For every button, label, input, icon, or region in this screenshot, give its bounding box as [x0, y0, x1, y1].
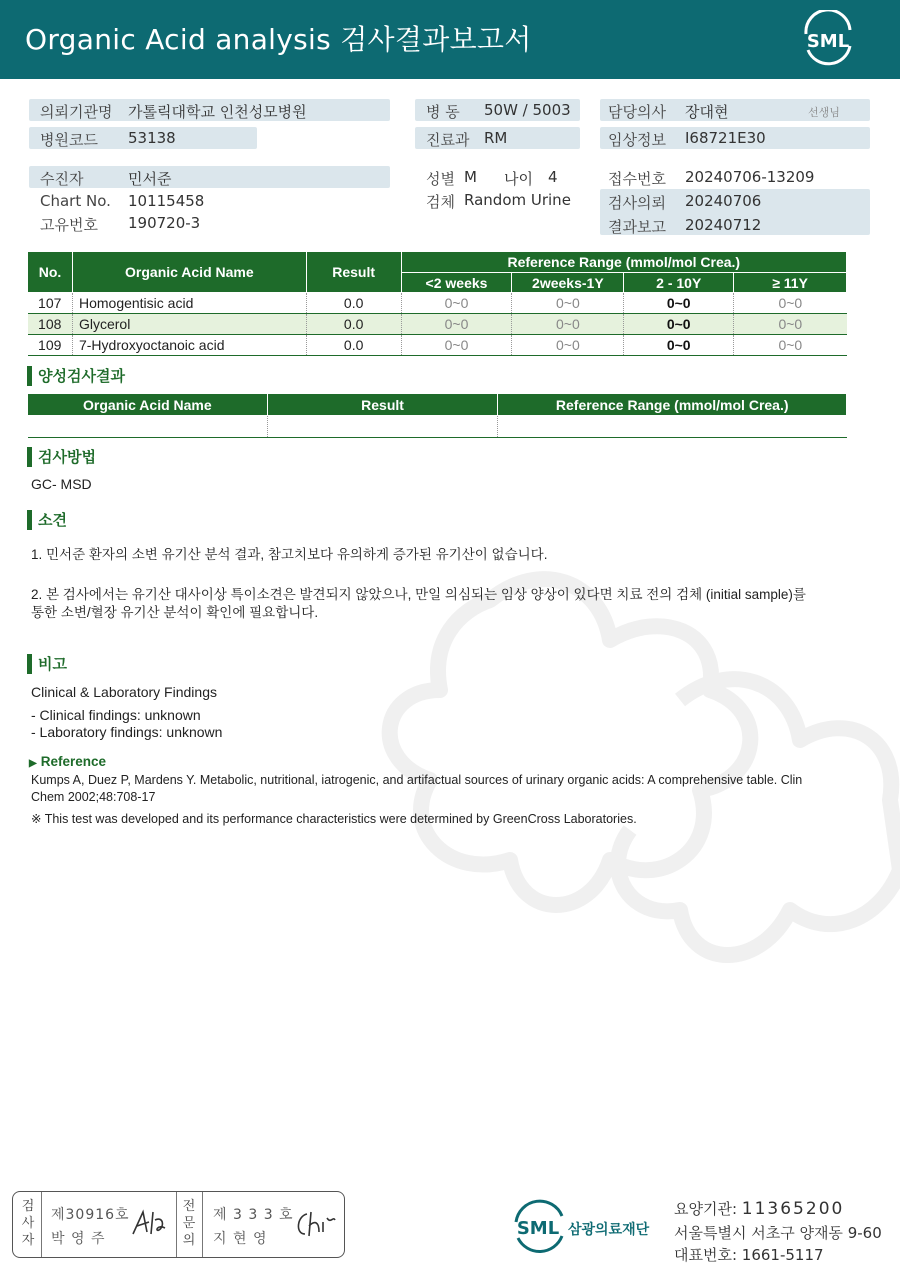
col-header-result: Result — [306, 252, 401, 293]
col-header-range-3: 2 - 10Y — [624, 273, 734, 293]
finding-line-2a: 2. 본 검사에서는 유기산 대사이상 특이소견은 발견되지 않았으나, 만일 의심되는 임상 양상이 있다면 치료 전의 검체 (initial sample)를 — [31, 587, 806, 602]
examiner-license: 제30916호 — [51, 1207, 130, 1223]
age-label: 나이 — [504, 170, 533, 188]
table-row — [28, 416, 847, 438]
positive-cell-name — [28, 416, 268, 438]
chart-label: Chart No. — [40, 192, 111, 210]
examiner-signature-icon — [129, 1206, 169, 1240]
specialist-label: 전문의 — [182, 1199, 196, 1248]
phone-value: 1661-5117 — [741, 1246, 824, 1264]
table-row — [28, 293, 847, 314]
row-no: 109 — [28, 335, 73, 356]
table-row — [28, 314, 847, 335]
sml-logo-icon — [796, 10, 860, 68]
clinical-findings: - Clinical findings: unknown — [31, 707, 201, 723]
row-range-3: 0~0 — [624, 293, 734, 314]
receipt-label: 접수번호 — [608, 170, 666, 188]
signature-box — [12, 1191, 345, 1258]
footer-org-name: 삼광의료재단 — [568, 1222, 650, 1238]
specialist-license: 제 3 3 3 호 — [213, 1207, 294, 1223]
row-range-2: 0~0 — [512, 335, 624, 356]
clinical-value: I68721E30 — [685, 129, 766, 147]
row-range-4: 0~0 — [734, 293, 847, 314]
reference-heading — [29, 754, 106, 769]
patient-value: 민서준 — [128, 170, 172, 188]
finding-line-1: 1. 민서준 환자의 소변 유기산 분석 결과, 참고치보다 유의하게 증가된 유기산이 없습니다. — [31, 547, 548, 562]
logo-text: SML — [806, 31, 850, 52]
disclaimer: ※ This test was developed and its performance characteristics were determined by GreenCross Laboratories. — [31, 812, 637, 826]
specimen-value: Random Urine — [464, 191, 571, 209]
specimen-label: 검체 — [426, 193, 455, 211]
method-value: GC- MSD — [31, 476, 92, 492]
footer-care-number — [674, 1198, 844, 1219]
doctor-value: 장대현 — [685, 103, 729, 121]
finding-line-2b: 통한 소변/혈장 유기산 분석이 확인에 필요합니다. — [31, 605, 319, 620]
row-no: 108 — [28, 314, 73, 335]
specialist-name: 지 현 영 — [213, 1231, 268, 1247]
positive-header-name: Organic Acid Name — [28, 394, 268, 416]
dept-label: 진료과 — [426, 131, 470, 149]
phone-label: 대표번호: — [674, 1246, 738, 1264]
row-range-3: 0~0 — [624, 335, 734, 356]
clinical-label: 임상정보 — [608, 131, 666, 149]
examiner-label: 검사자 — [21, 1199, 35, 1248]
reference-text: Kumps A, Duez P, Mardens Y. Metabolic, nutritional, iatrogenic, and artifactual sources of urinary organic acids: A comprehensive table. Clin Chem 2002;48:708-17 — [31, 773, 803, 804]
report-header — [0, 0, 900, 79]
chart-value: 10115458 — [128, 192, 205, 210]
examiner-name: 박 영 주 — [51, 1231, 106, 1247]
positive-cell-result — [267, 416, 498, 438]
row-range-3: 0~0 — [624, 314, 734, 335]
institution-label: 의뢰기관명 — [40, 103, 113, 121]
footer-phone — [674, 1244, 824, 1265]
positive-cell-range — [498, 416, 847, 438]
doctor-label: 담당의사 — [608, 103, 666, 121]
col-header-name: Organic Acid Name — [72, 252, 306, 293]
col-header-range-2: 2weeks-1Y — [512, 273, 624, 293]
row-name: Homogentisic acid — [72, 293, 306, 314]
signature-divider — [202, 1192, 203, 1257]
remarks-heading: Clinical & Laboratory Findings — [31, 684, 217, 700]
care-label: 요양기관: — [674, 1200, 738, 1218]
specialist-signature-icon — [293, 1208, 337, 1240]
method-section-title: 검사방법 — [27, 447, 96, 467]
positive-header-result: Result — [267, 394, 498, 416]
institution-value: 가톨릭대학교 인천성모병원 — [128, 103, 307, 121]
reference-title: Reference — [40, 754, 106, 769]
row-range-4: 0~0 — [734, 335, 847, 356]
care-value: 11365200 — [741, 1199, 845, 1219]
sml-footer-logo-icon — [510, 1198, 670, 1254]
patient-label: 수진자 — [40, 170, 84, 188]
row-range-4: 0~0 — [734, 314, 847, 335]
positive-results-table — [27, 393, 847, 438]
row-range-1: 0~0 — [401, 335, 512, 356]
footer-address: 서울특별시 서초구 양재동 9-60 — [674, 1224, 882, 1242]
receipt-value: 20240706-13209 — [685, 168, 815, 186]
row-range-1: 0~0 — [401, 293, 512, 314]
positive-section-title: 양성검사결과 — [27, 366, 125, 386]
unique-label: 고유번호 — [40, 216, 98, 234]
ward-label: 병 동 — [426, 103, 460, 121]
sex-value: M — [464, 168, 477, 186]
row-name: Glycerol — [72, 314, 306, 335]
laboratory-findings: - Laboratory findings: unknown — [31, 724, 223, 740]
col-header-range: Reference Range (mmol/mol Crea.) — [401, 252, 846, 273]
report-title: Organic Acid analysis 검사결과보고서 — [25, 23, 532, 56]
sex-label: 성별 — [426, 170, 455, 188]
row-range-2: 0~0 — [512, 293, 624, 314]
request-value: 20240706 — [685, 192, 762, 210]
row-result: 0.0 — [306, 314, 401, 335]
triangle-right-icon: ▶ — [29, 758, 37, 769]
table-row — [28, 335, 847, 356]
ward-value: 50W / 5003 — [484, 101, 571, 119]
doctor-suffix: 선생님 — [808, 106, 840, 119]
signature-divider — [176, 1192, 177, 1257]
signature-divider — [41, 1192, 42, 1257]
results-table — [27, 251, 847, 356]
request-label: 검사의뢰 — [608, 194, 666, 212]
report-label: 결과보고 — [608, 218, 666, 236]
footer-logo-text: SML — [516, 1218, 560, 1239]
row-no: 107 — [28, 293, 73, 314]
col-header-range-4: ≥ 11Y — [734, 273, 847, 293]
remarks-section-title: 비고 — [27, 654, 67, 674]
findings-section-title: 소견 — [27, 510, 67, 530]
row-result: 0.0 — [306, 335, 401, 356]
hospital-code-value: 53138 — [128, 129, 176, 147]
row-range-1: 0~0 — [401, 314, 512, 335]
row-name: 7-Hydroxyoctanoic acid — [72, 335, 306, 356]
hospital-code-label: 병원코드 — [40, 131, 98, 149]
dept-value: RM — [484, 129, 508, 147]
positive-header-range: Reference Range (mmol/mol Crea.) — [498, 394, 847, 416]
report-value: 20240712 — [685, 216, 762, 234]
col-header-no: No. — [28, 252, 73, 293]
col-header-range-1: <2 weeks — [401, 273, 512, 293]
age-value: 4 — [548, 168, 558, 186]
unique-value: 190720-3 — [128, 214, 201, 232]
row-range-2: 0~0 — [512, 314, 624, 335]
row-result: 0.0 — [306, 293, 401, 314]
